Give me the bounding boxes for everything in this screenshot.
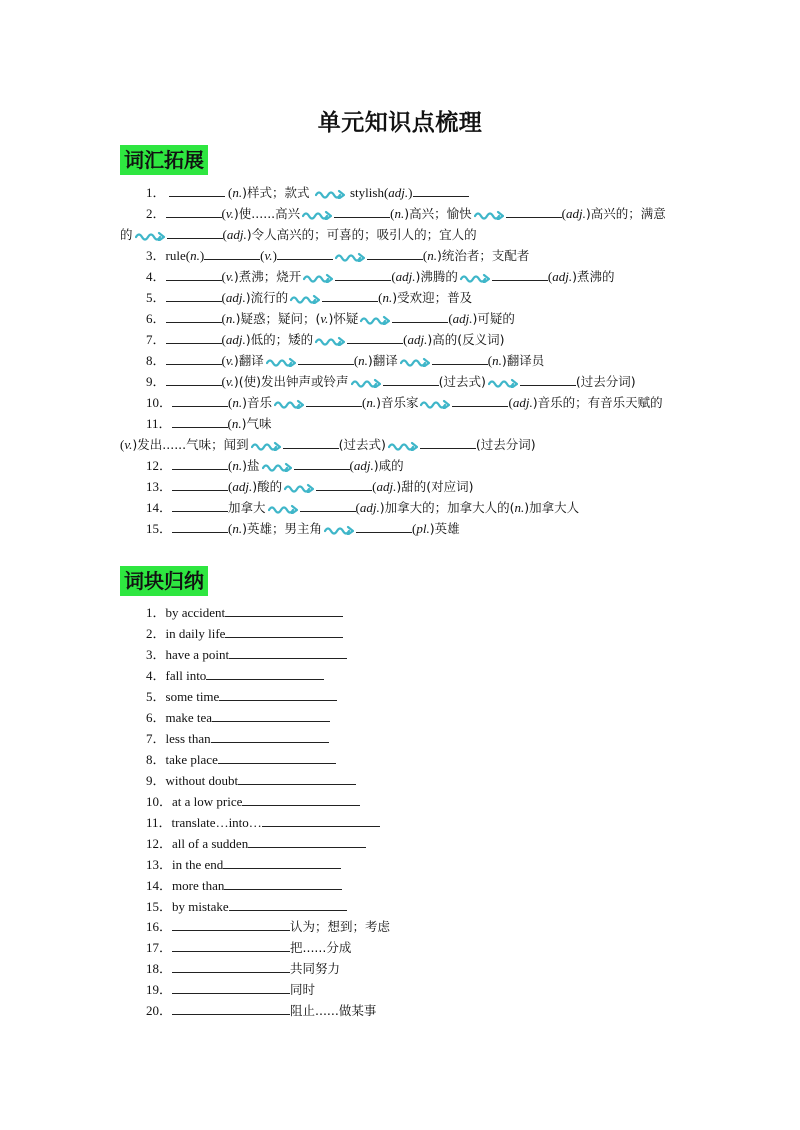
teal-wavy-arrow-icon xyxy=(335,252,365,262)
answer-blank[interactable] xyxy=(262,814,380,827)
pos-label: adj. xyxy=(232,479,253,494)
item-number: 5． xyxy=(146,689,166,704)
vocab-item-6 xyxy=(146,310,726,328)
teal-wavy-arrow-icon xyxy=(360,315,390,325)
answer-blank[interactable] xyxy=(294,457,350,470)
pos-label: adj. xyxy=(407,332,428,347)
phrase-item xyxy=(146,793,726,811)
vocab-item-13 xyxy=(146,478,726,496)
pos-label: adj. xyxy=(225,290,246,305)
phrase-text: have a point xyxy=(165,647,230,662)
answer-blank[interactable] xyxy=(172,1002,290,1015)
teal-wavy-arrow-icon xyxy=(266,357,296,367)
phrase-item xyxy=(146,709,726,727)
paren: ( xyxy=(221,206,226,221)
vocab-item-4 xyxy=(146,268,726,286)
answer-blank[interactable] xyxy=(306,394,362,407)
answer-blank[interactable] xyxy=(367,247,423,260)
phrase-item xyxy=(146,730,726,748)
vocab-item-14 xyxy=(146,499,726,517)
answer-blank[interactable] xyxy=(298,352,354,365)
gloss: )音乐 xyxy=(242,395,272,410)
pos-label: adj. xyxy=(226,227,247,242)
item-number: 3． xyxy=(146,248,166,263)
phrase-text: at a low price xyxy=(172,794,243,809)
pos-label: n. xyxy=(232,521,243,536)
answer-blank[interactable] xyxy=(238,772,356,785)
gloss: )样式；款式 xyxy=(242,185,310,200)
pos-label: adj. xyxy=(395,269,416,284)
answer-blank[interactable] xyxy=(224,877,342,890)
pos-label: n. xyxy=(232,185,243,200)
paren: ( xyxy=(422,248,428,263)
paren: ( xyxy=(228,458,233,473)
answer-blank[interactable] xyxy=(506,205,562,218)
section-heading-phrases: 词块归纳 xyxy=(120,566,208,596)
gloss: )咸的 xyxy=(373,458,404,473)
gloss: 把......分成 xyxy=(290,940,352,955)
gloss: )煮沸；烧开 xyxy=(233,269,302,284)
gloss: )甜的(对应词) xyxy=(396,479,474,494)
pos-label: n. xyxy=(225,311,236,326)
gloss: 的 xyxy=(120,227,133,242)
gloss: )可疑的 xyxy=(472,311,515,326)
answer-blank[interactable] xyxy=(347,331,403,344)
section-heading-vocab: 词汇拓展 xyxy=(120,145,208,175)
answer-blank[interactable] xyxy=(172,939,290,952)
vocab-item-5 xyxy=(146,289,726,307)
item-number: 6． xyxy=(146,710,166,725)
gloss: 阻止......做某事 xyxy=(290,1003,377,1018)
teal-wavy-arrow-icon xyxy=(268,504,298,514)
paren: ( xyxy=(120,437,125,452)
answer-blank[interactable] xyxy=(172,415,228,428)
gloss: )发出......气味；闻到 xyxy=(132,437,249,452)
paren: ( xyxy=(221,311,226,326)
gloss: 认为；想到；考虑 xyxy=(290,919,391,934)
gloss: )盐 xyxy=(242,458,260,473)
answer-blank[interactable] xyxy=(383,373,439,386)
pos-label: adj. xyxy=(565,206,586,221)
pos-label: v. xyxy=(264,248,273,263)
gloss: )高兴的；满意 xyxy=(585,206,666,221)
gloss: 加拿大 xyxy=(228,500,266,515)
gloss: )翻译 xyxy=(233,353,264,368)
gloss: )高的(反义词) xyxy=(427,332,505,347)
gloss: )酸的 xyxy=(252,479,283,494)
paren: ( xyxy=(221,332,226,347)
phrase-text: in the end xyxy=(172,857,224,872)
answer-blank[interactable] xyxy=(277,247,333,260)
vocab-item-2 xyxy=(146,205,726,223)
vocab-item-2-cont xyxy=(120,226,700,244)
item-number: 15． xyxy=(146,521,173,536)
paren: ( xyxy=(412,521,417,536)
item-number: 18． xyxy=(146,961,173,976)
item-number: 12． xyxy=(146,458,173,473)
gloss: )疑惑；疑问；( xyxy=(235,311,321,326)
answer-blank[interactable] xyxy=(229,646,347,659)
item-number: 1． xyxy=(146,605,166,620)
phrase-item-zh xyxy=(146,981,726,999)
pos-label: adj. xyxy=(512,395,533,410)
paren: ( xyxy=(222,227,227,242)
paren: ) xyxy=(199,248,205,263)
item-number: 14． xyxy=(146,878,173,893)
phrase-text: by mistake xyxy=(172,899,229,914)
phrase-text: all of a sudden xyxy=(172,836,249,851)
vocab-item-8 xyxy=(146,352,726,370)
phrase-text: more than xyxy=(172,878,225,893)
vocab-item-15 xyxy=(146,520,726,538)
answer-blank[interactable] xyxy=(225,604,343,617)
phrase-item-zh xyxy=(146,918,726,936)
paren: ( xyxy=(227,416,232,431)
item-number: 13． xyxy=(146,857,173,872)
paren: ( xyxy=(362,395,367,410)
teal-wavy-arrow-icon xyxy=(488,378,518,388)
phrase-item xyxy=(146,856,726,874)
answer-blank[interactable] xyxy=(166,289,222,302)
answer-blank[interactable] xyxy=(413,184,469,197)
word: stylish( xyxy=(350,185,389,200)
item-number: 4． xyxy=(146,269,166,284)
gloss: )(使)发出钟声或铃声 xyxy=(233,374,349,389)
paren: ( xyxy=(228,395,233,410)
vocab-item-9 xyxy=(146,373,726,391)
pos-label: v. xyxy=(225,269,234,284)
vocab-item-10 xyxy=(146,394,726,412)
answer-blank[interactable] xyxy=(334,205,390,218)
paren: ( xyxy=(448,311,453,326)
phrase-item xyxy=(146,898,726,916)
pos-label: n. xyxy=(358,353,368,368)
phrase-text: without doubt xyxy=(165,773,239,788)
gloss: )气味 xyxy=(241,416,272,431)
answer-blank[interactable] xyxy=(492,268,548,281)
pos-label: n. xyxy=(394,206,405,221)
teal-wavy-arrow-icon xyxy=(262,462,292,472)
gloss: )令人高兴的；可喜的；吸引人的；宜人的 xyxy=(246,227,477,242)
phrase-item xyxy=(146,751,726,769)
pos-label: n. xyxy=(492,353,502,368)
item-number: 5． xyxy=(146,290,166,305)
paren: ( xyxy=(390,206,395,221)
gloss: )使......高兴 xyxy=(233,206,301,221)
teal-wavy-arrow-icon xyxy=(351,378,381,388)
pos-label: pl. xyxy=(416,521,430,536)
answer-blank[interactable] xyxy=(204,247,260,260)
pos-label: adj. xyxy=(452,311,473,326)
vocab-item-1 xyxy=(146,184,726,202)
gloss: )高兴；愉快 xyxy=(404,206,472,221)
pos-label: adj. xyxy=(359,500,380,515)
answer-blank[interactable] xyxy=(166,310,222,323)
answer-blank[interactable] xyxy=(206,667,324,680)
teal-wavy-arrow-icon xyxy=(274,399,304,409)
gloss: )沸腾的 xyxy=(415,269,458,284)
teal-wavy-arrow-icon xyxy=(400,357,430,367)
paren: ( xyxy=(228,479,233,494)
phrase-text: by accident xyxy=(165,605,226,620)
answer-blank[interactable] xyxy=(166,373,222,386)
item-number: 9． xyxy=(146,773,166,788)
item-number: 16． xyxy=(146,919,173,934)
gloss: )受欢迎；普及 xyxy=(392,290,473,305)
pos-label: n. xyxy=(190,248,200,263)
pos-label: n. xyxy=(366,395,377,410)
item-number: 3． xyxy=(146,647,166,662)
paren: ( xyxy=(403,332,408,347)
pos-label: adj. xyxy=(388,185,409,200)
item-number: 20． xyxy=(146,1003,173,1018)
answer-blank[interactable] xyxy=(283,436,339,449)
gloss: (过去式) xyxy=(438,374,486,389)
item-number: 8． xyxy=(146,752,166,767)
gloss: )英雄；男主角 xyxy=(242,521,322,536)
phrase-text: in daily life xyxy=(165,626,226,641)
teal-wavy-arrow-icon xyxy=(315,189,345,199)
phrase-item xyxy=(146,877,726,895)
answer-blank[interactable] xyxy=(166,205,222,218)
vocab-item-3 xyxy=(146,247,726,265)
item-number: 6． xyxy=(146,311,166,326)
teal-wavy-arrow-icon xyxy=(460,273,490,283)
teal-wavy-arrow-icon xyxy=(324,525,354,535)
item-number: 13． xyxy=(146,479,173,494)
gloss: )翻译员 xyxy=(501,353,545,368)
answer-blank[interactable] xyxy=(432,352,488,365)
answer-blank[interactable] xyxy=(392,310,448,323)
pos-label: v. xyxy=(225,374,234,389)
item-number: 2． xyxy=(146,206,166,221)
answer-blank[interactable] xyxy=(172,478,228,491)
gloss: (过去式) xyxy=(338,437,386,452)
gloss: )低的；矮的 xyxy=(245,332,314,347)
vocab-item-11 xyxy=(146,415,726,433)
answer-blank[interactable] xyxy=(172,520,228,533)
pos-label: adj. xyxy=(353,458,374,473)
item-number: 11． xyxy=(146,416,172,431)
phrase-item xyxy=(146,625,726,643)
answer-blank[interactable] xyxy=(335,268,391,281)
answer-blank[interactable] xyxy=(172,394,228,407)
pos-label: adj. xyxy=(225,332,246,347)
gloss: )流行的 xyxy=(245,290,289,305)
paren: ( xyxy=(221,374,226,389)
phrase-text: some time xyxy=(165,689,220,704)
pos-label: n. xyxy=(382,290,393,305)
answer-blank[interactable] xyxy=(248,835,366,848)
gloss: (过去分词) xyxy=(575,374,636,389)
answer-blank[interactable] xyxy=(316,478,372,491)
gloss: )加拿大的；加拿大人的( xyxy=(379,500,515,515)
phrase-item xyxy=(146,772,726,790)
pos-label: n. xyxy=(232,458,243,473)
answer-blank[interactable] xyxy=(172,457,228,470)
item-number: 10． xyxy=(146,794,173,809)
item-number: 8． xyxy=(146,353,166,368)
item-number: 19． xyxy=(146,982,173,997)
teal-wavy-arrow-icon xyxy=(303,273,333,283)
answer-blank[interactable] xyxy=(229,898,347,911)
teal-wavy-arrow-icon xyxy=(284,483,314,493)
item-number: 17． xyxy=(146,940,173,955)
answer-blank[interactable] xyxy=(322,289,378,302)
paren: ) xyxy=(408,185,413,200)
vocab-item-12 xyxy=(146,457,726,475)
paren: ( xyxy=(260,248,265,263)
gloss: )煮沸的 xyxy=(572,269,615,284)
paren: ( xyxy=(228,185,233,200)
paren: ( xyxy=(547,269,553,284)
gloss: 同时 xyxy=(290,982,316,997)
teal-wavy-arrow-icon xyxy=(290,294,320,304)
answer-blank[interactable] xyxy=(223,856,341,869)
pos-label: n. xyxy=(427,248,437,263)
pos-label: v. xyxy=(320,311,329,326)
phrase-text: translate…into… xyxy=(171,815,262,830)
phrase-text: make tea xyxy=(165,710,213,725)
answer-blank[interactable] xyxy=(172,499,228,512)
item-number: 10． xyxy=(146,395,173,410)
paren: ( xyxy=(378,290,383,305)
answer-blank[interactable] xyxy=(212,709,330,722)
answer-blank[interactable] xyxy=(219,688,337,701)
answer-blank[interactable] xyxy=(169,184,225,197)
answer-blank[interactable] xyxy=(218,751,336,764)
gloss: (过去分词) xyxy=(475,437,536,452)
pos-label: n. xyxy=(514,500,525,515)
paren: ( xyxy=(221,290,226,305)
gloss: )怀疑 xyxy=(328,311,359,326)
teal-wavy-arrow-icon xyxy=(388,441,418,451)
paren: ( xyxy=(372,479,377,494)
phrase-item-zh xyxy=(146,960,726,978)
phrase-text: fall into xyxy=(165,668,207,683)
gloss: )音乐的；有音乐天赋的 xyxy=(532,395,663,410)
phrase-item xyxy=(146,835,726,853)
item-number: 7． xyxy=(146,332,166,347)
answer-blank[interactable] xyxy=(172,918,290,931)
paren: ( xyxy=(487,353,493,368)
paren: ( xyxy=(221,353,226,368)
paren: ( xyxy=(508,395,513,410)
item-number: 11． xyxy=(146,815,172,830)
answer-blank[interactable] xyxy=(420,436,476,449)
answer-blank[interactable] xyxy=(300,499,356,512)
pos-label: n. xyxy=(232,395,243,410)
paren: ) xyxy=(272,248,277,263)
gloss: )音乐家 xyxy=(376,395,419,410)
answer-blank[interactable] xyxy=(166,352,222,365)
teal-wavy-arrow-icon xyxy=(315,336,345,346)
teal-wavy-arrow-icon xyxy=(135,231,165,241)
phrase-text: less than xyxy=(165,731,211,746)
vocab-item-11-cont xyxy=(120,436,700,454)
teal-wavy-arrow-icon xyxy=(420,399,450,409)
answer-blank[interactable] xyxy=(166,331,222,344)
item-number: 12． xyxy=(146,836,173,851)
phrase-item xyxy=(146,646,726,664)
word: rule( xyxy=(165,248,191,263)
item-number: 9． xyxy=(146,374,166,389)
item-number: 1． xyxy=(146,185,166,200)
item-number: 15． xyxy=(146,899,173,914)
gloss: )统治者；支配者 xyxy=(437,248,530,263)
paren: ( xyxy=(561,206,566,221)
answer-blank[interactable] xyxy=(211,730,329,743)
answer-blank[interactable] xyxy=(452,394,508,407)
phrase-item-zh xyxy=(146,1002,726,1020)
page-title: 单元知识点梳理 xyxy=(317,110,483,136)
answer-blank[interactable] xyxy=(172,960,290,973)
pos-label: adj. xyxy=(552,269,573,284)
answer-blank[interactable] xyxy=(167,226,223,239)
teal-wavy-arrow-icon xyxy=(474,210,504,220)
answer-blank[interactable] xyxy=(356,520,412,533)
paren: ( xyxy=(355,500,360,515)
answer-blank[interactable] xyxy=(242,793,360,806)
teal-wavy-arrow-icon xyxy=(251,441,281,451)
item-number: 4． xyxy=(146,668,166,683)
gloss: )英雄 xyxy=(429,521,460,536)
gloss: 共同努力 xyxy=(290,961,341,976)
item-number: 2． xyxy=(146,626,166,641)
answer-blank[interactable] xyxy=(225,625,343,638)
paren: ( xyxy=(228,521,233,536)
phrase-item-zh xyxy=(146,939,726,957)
answer-blank[interactable] xyxy=(520,373,576,386)
pos-label: n. xyxy=(231,416,242,431)
phrase-item xyxy=(146,814,726,832)
phrase-text: take place xyxy=(165,752,218,767)
paren: ( xyxy=(391,269,396,284)
answer-blank[interactable] xyxy=(172,981,290,994)
pos-label: adj. xyxy=(376,479,397,494)
phrase-item xyxy=(146,604,726,622)
phrase-item xyxy=(146,688,726,706)
item-number: 14． xyxy=(146,500,173,515)
teal-wavy-arrow-icon xyxy=(302,210,332,220)
item-number: 7． xyxy=(146,731,166,746)
pos-label: v. xyxy=(225,206,234,221)
paren: ( xyxy=(349,458,354,473)
pos-label: v. xyxy=(124,437,133,452)
vocab-item-7 xyxy=(146,331,726,349)
answer-blank[interactable] xyxy=(166,268,222,281)
paren: ( xyxy=(353,353,359,368)
pos-label: v. xyxy=(225,353,234,368)
gloss: )翻译 xyxy=(367,353,398,368)
paren: ( xyxy=(221,269,226,284)
phrase-item xyxy=(146,667,726,685)
gloss: )加拿大人 xyxy=(524,500,580,515)
